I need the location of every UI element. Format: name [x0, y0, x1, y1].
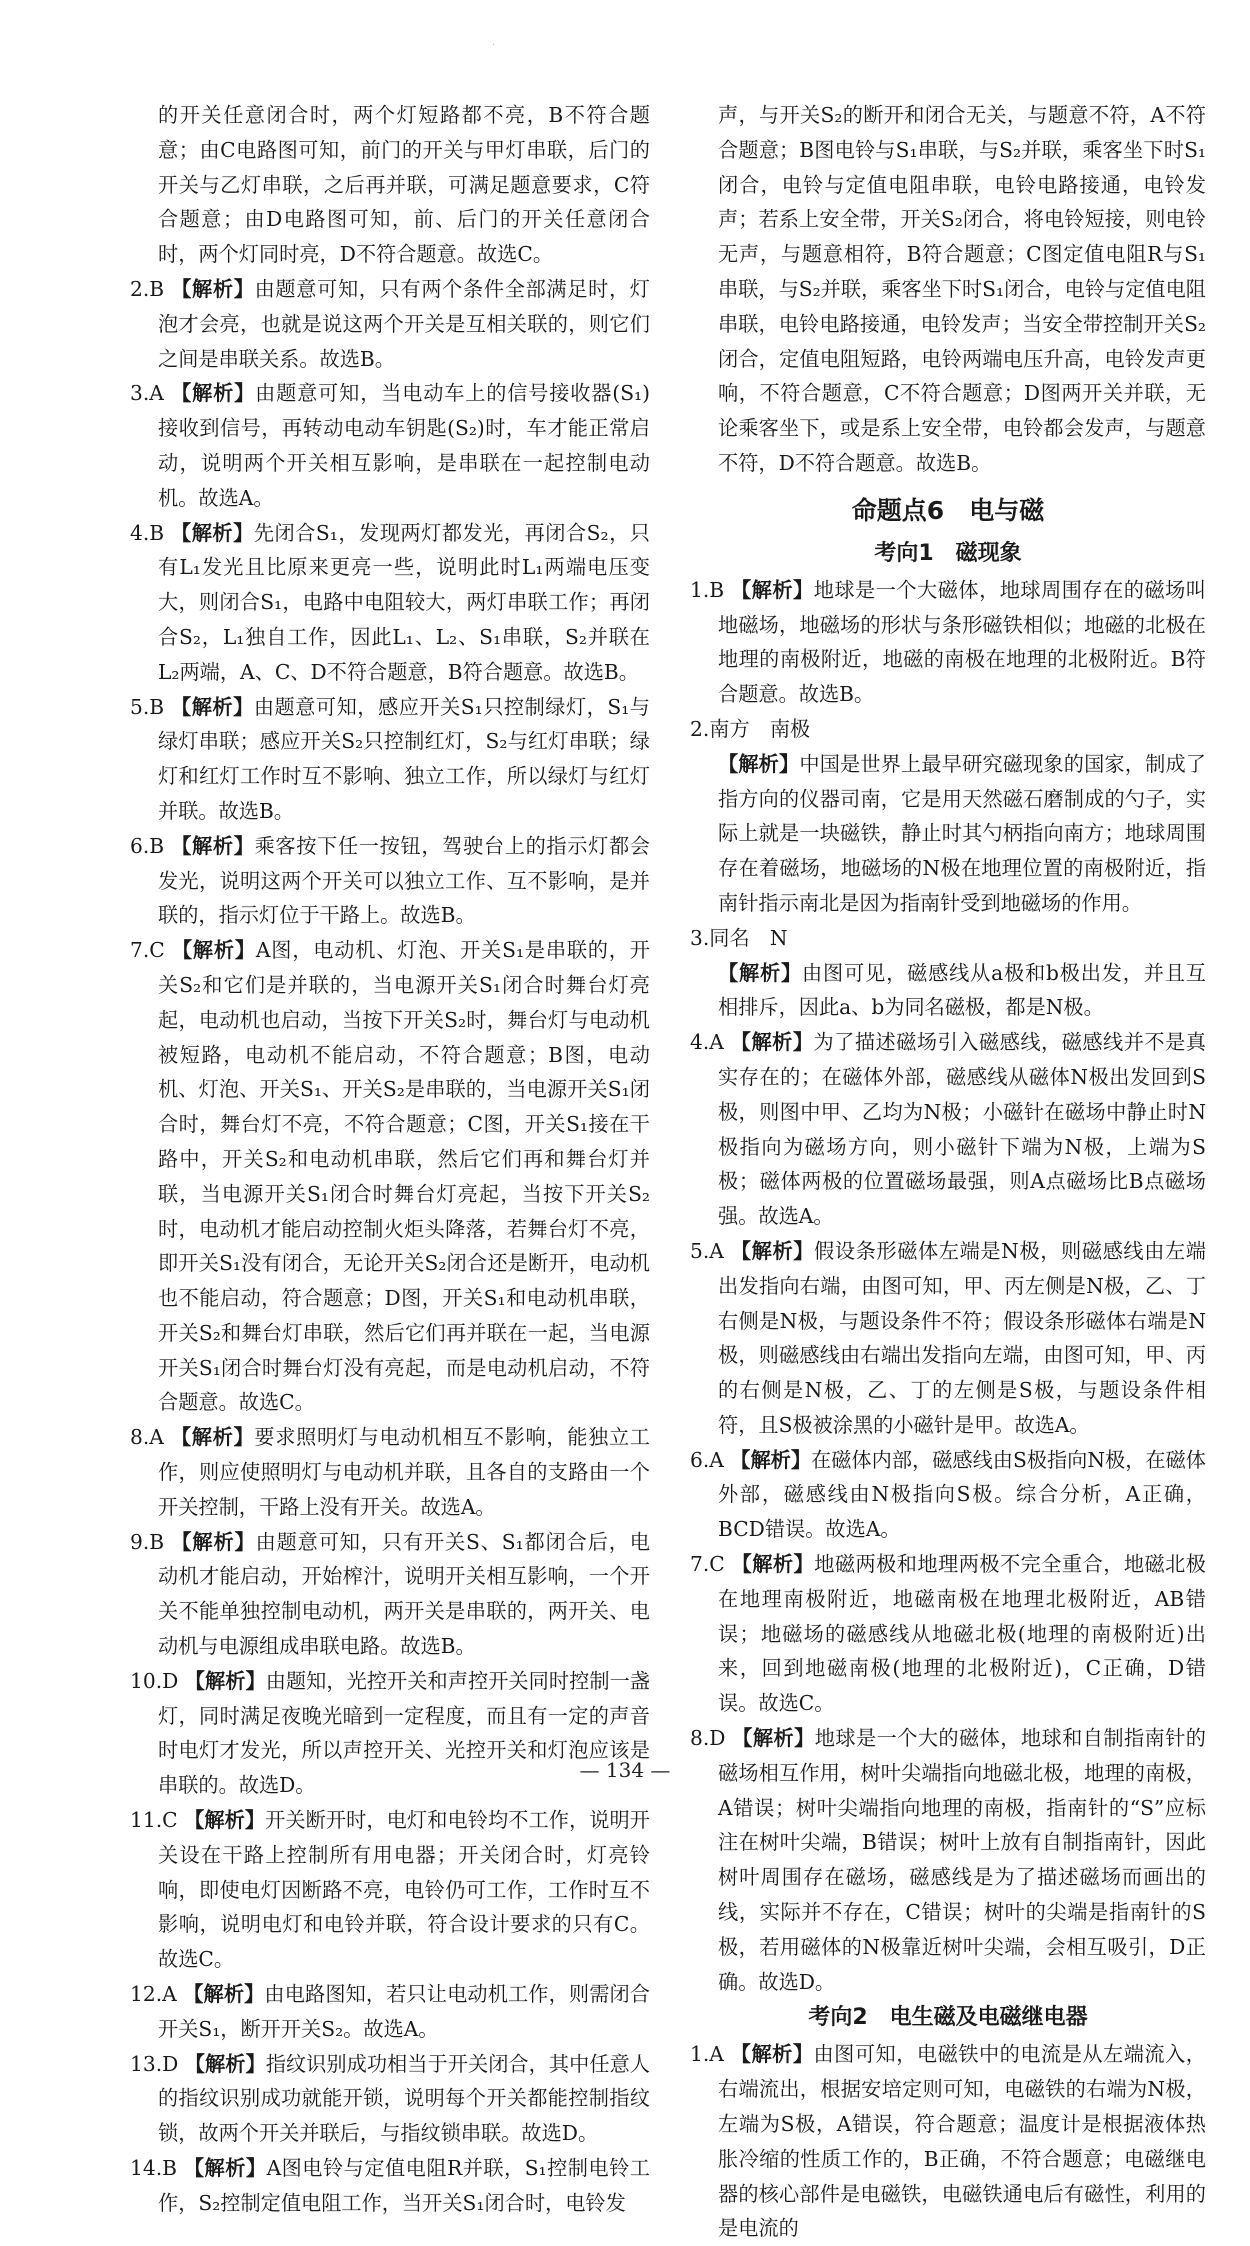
answer-number: 10.D	[130, 1668, 179, 1693]
answer-number: 13.D	[130, 2051, 179, 2076]
answer-text: 地球是一个大的磁体，地球和自制指南针的磁场相互作用，树叶尖端指向地磁北极，地理的南极，A错误；树叶尖端指向地理的南极，指南针的“S”应标注在树叶尖端，B错误；树叶上放有自制指南针，因此树叶周围存在磁场，磁感线是为了描述磁场而画出的线，实际并不存在，C错误；树叶的尖端是指南针的S极，若用磁体的N极靠近树叶尖端，会相互吸引，D正确。故选D。	[718, 1726, 1206, 1994]
answer-item	[690, 921, 1206, 956]
analysis-tag: 【解析】	[184, 1808, 266, 1833]
answer-text: 指纹识别成功相当于开关闭合，其中任意人的指纹识别成功就能开锁，说明每个开关都能控制指纹锁，故两个开关并联后，与指纹锁串联。故选D。	[158, 2051, 650, 2146]
answer-number: 6.A	[690, 1447, 724, 1472]
answer-text: 地磁两极和地理两极不完全重合，地磁北极在地理南极附近，地磁南极在地理北极附近，AB错误；地磁场的磁感线从地磁北极(地理的南极附近)出来，回到地磁南极(地理的北极附近)，C正确，D错误。故选C。	[718, 1552, 1206, 1716]
answer-item	[130, 1420, 650, 1524]
answer-text: A图，电动机、灯泡、开关S₁是串联的，开关S₂和它们是并联的，当电源开关S₁闭合时舞台灯亮起，电动机也启动，当按下开关S₂时，舞台灯与电动机被短路，电动机不能启动，不符合题意；B图，电动机、灯泡、开关S₁、开关S₂是串联的，当电源开关S₁闭合时，舞台灯不亮，不符合题意；C图，开关S₁接在干路中，开关S₂和电动机串联，然后它们再和舞台灯并联，当电源开关S₁闭合时舞台灯亮起，当按下开关S₂时，电动机才能启动控制火炬头降落，若舞台灯不亮，即开关S₁没有闭合，无论开关S₂闭合还是断开，电动机也不能启动，符合题意；D图，开关S₁和电动机串联，开关S₂和舞台灯串联，然后它们再并联在一起，当电源开关S₁闭合时舞台灯没有亮起，而是电动机启动，不符合题意。故选C。	[158, 938, 650, 1415]
answer-item	[130, 1664, 650, 1803]
answer-text: 地球是一个大磁体，地球周围存在的磁场叫地磁场，地磁场的形状与条形磁铁相似；地磁的北极在地理的南极附近，地磁的南极在地理的北极附近。B符合题意。故选B。	[718, 577, 1206, 707]
answer-number: 3.同名 N	[690, 925, 788, 950]
analysis-tag: 【解析】	[184, 1668, 266, 1693]
right-answer-list-2	[690, 2037, 1206, 2246]
answer-number: 7.C	[690, 1552, 725, 1577]
answer-number: 4.A	[690, 1030, 724, 1055]
answer-number: 1.B	[690, 577, 725, 602]
analysis-tag: 【解析】	[171, 520, 254, 545]
answer-item	[130, 2047, 650, 2151]
analysis-tag: 【解析】	[730, 1238, 815, 1263]
answer-text: 假设条形磁体左端是N极，则磁感线由左端出发指向右端，由图可知，甲、丙左侧是N极，乙、丁右侧是N极，与题设条件不符；假设条形磁体右端是N极，则磁感线由右端出发指向左端，由图可知，甲、丙的右侧是N极，乙、丁的左侧是S极，与题设条件相符，且S极被涂黑的小磁针是甲。故选A。	[718, 1238, 1206, 1437]
answer-item	[130, 1803, 650, 1977]
answer-number: 9.B	[130, 1529, 165, 1554]
answer-item	[130, 272, 650, 376]
answer-number: 8.A	[130, 1425, 164, 1450]
answer-item	[130, 933, 650, 1420]
analysis-tag: 【解析】	[730, 1030, 814, 1055]
analysis-tag: 【解析】	[183, 2156, 267, 2181]
section-title: 命题点6 电与磁	[851, 495, 1045, 525]
right-column	[690, 98, 1206, 2246]
answer-text: 由图可知，电磁铁中的电流是从左端流入，右端流出，根据安培定则可知，电磁铁的右端为N极，左端为S极，A错误，符合题意；温度计是根据液体热胀冷缩的性质工作的，B正确，不符合题意；电磁继电器的核心部件是电磁铁，电磁铁通电后有磁性，利用的是电流的	[718, 2042, 1206, 2241]
analysis-tag: 【解析】	[718, 960, 803, 985]
answer-item	[690, 1234, 1206, 1443]
analysis-tag: 【解析】	[718, 751, 800, 776]
answer-number: 2.B	[130, 276, 165, 301]
answer-text: 由图可见，磁感线从a极和b极出发，并且互相排斥，因此a、b为同名磁极，都是N极。	[718, 960, 1206, 1020]
answer-text: 为了描述磁场引入磁感线，磁感线并不是真实存在的；在磁体外部，磁感线从磁体N极出发回到S极，则图中甲、乙均为N极；小磁针在磁场中静止时N极指向为磁场方向，则小磁针下端为N极，上端为S极；磁体两极的位置磁场最强，则A点磁场比B点磁场强。故选A。	[718, 1030, 1206, 1229]
answer-item	[130, 829, 650, 933]
answer-text: 由题意可知，当电动车上的信号接收器(S₁)接收到信号，再转动电动车钥匙(S₂)时，车才能正常启动，说明两个开关相互影响，是串联在一起控制电动机。故选A。	[158, 381, 650, 510]
analysis-tag: 【解析】	[731, 577, 814, 602]
answer-item	[690, 1443, 1206, 1547]
answer-item	[130, 2151, 650, 2221]
answer-item	[130, 1525, 650, 1664]
answer-text: 由题意可知，感应开关S₁只控制绿灯，S₁与绿灯串联；感应开关S₂只控制红灯，S₂与红灯串联；绿灯和红灯工作时互不影响、独立工作，所以绿灯与红灯并联。故选B。	[158, 694, 650, 823]
answer-text: 由题意可知，只有开关S、S₁都闭合后，电动机才能启动，开始榨汁，说明开关相互影响，一个开关不能单独控制电动机，两开关是串联的，两开关、电动机与电源组成串联电路。故选B。	[158, 1529, 650, 1659]
top-mark: ·	[492, 40, 496, 51]
answer-text: 由题知，光控开关和声控开关同时控制一盏灯，同时满足夜晚光暗到一定程度，而且有一定的声音时电灯才发光，所以声控开关、光控开关和灯泡应该是串联的。故选D。	[158, 1668, 650, 1798]
answer-number: 11.C	[130, 1808, 178, 1833]
analysis-tag: 【解析】	[730, 1447, 812, 1472]
answer-item	[690, 573, 1206, 712]
answer-number: 6.B	[130, 833, 165, 858]
left-column	[130, 98, 650, 2221]
answer-text: 要求照明灯与电动机相互不影响，能独立工作，则应使照明灯与电动机并联，且各自的支路由一个开关控制，干路上没有开关。故选A。	[158, 1425, 650, 1519]
analysis-tag: 【解析】	[171, 833, 255, 858]
subsection-title-1: 考向1 磁现象	[874, 540, 1022, 566]
subsection-title-2: 考向2 电生磁及电磁继电器	[808, 2005, 1088, 2031]
answer-item	[690, 956, 1206, 1026]
right-answer-list-1	[690, 573, 1206, 2000]
answer-text: 由电路图知，若只让电动机工作，则需闭合开关S₁，断开开关S₂。故选A。	[158, 1982, 650, 2041]
answer-number: 8.D	[690, 1726, 726, 1751]
answer-item	[130, 516, 650, 690]
answer-item	[690, 2037, 1206, 2246]
answer-number: 12.A	[130, 1982, 177, 2007]
answer-number: 2.南方 南极	[690, 716, 811, 741]
answer-text: 开关断开时，电灯和电铃均不工作，说明开关设在干路上控制所有用电器；开关闭合时，灯亮铃响，即使电灯因断路不亮，电铃仍可工作，工作时互不影响，说明电灯和电铃并联，符合设计要求的只有C。故选C。	[158, 1808, 650, 1972]
left-answer-list	[130, 272, 650, 2221]
answer-item	[130, 690, 650, 829]
analysis-tag: 【解析】	[732, 1726, 815, 1751]
answer-text: 中国是世界上最早研究磁现象的国家，制成了指方向的仪器司南，它是用天然磁石磨制成的勺子，实际上就是一块磁铁，静止时其勺柄指向南方；地球周围存在着磁场，地磁场的N极在地理位置的南极附近，指南针指示南北是因为指南针受到地磁场的作用。	[718, 751, 1206, 915]
analysis-tag: 【解析】	[184, 2051, 266, 2076]
answer-item	[690, 712, 1206, 747]
answer-number: 5.B	[130, 694, 165, 719]
analysis-tag: 【解析】	[731, 1552, 815, 1577]
answer-number: 7.C	[130, 938, 165, 963]
answer-item	[690, 747, 1206, 921]
analysis-tag: 【解析】	[171, 938, 256, 963]
analysis-tag: 【解析】	[171, 694, 254, 719]
analysis-tag: 【解析】	[183, 1982, 265, 2007]
page-number: — 134 —	[579, 1758, 671, 1782]
analysis-tag: 【解析】	[170, 1425, 255, 1450]
answer-number: 14.B	[130, 2156, 177, 2181]
left-intro: 的开关任意闭合时，两个灯短路都不亮，B不符合题意；由C电路图可知，前门的开关与甲灯串联，后门的开关与乙灯串联，之后再并联，可满足题意要求，C符合题意；由D电路图可知，前、后门的开关任意闭合时，两个灯同时亮，D不符合题意。故选C。	[158, 103, 650, 267]
answer-text: A图电铃与定值电阻R并联，S₁控制电铃工作，S₂控制定值电阻工作，当开关S₁闭合时，电铃发	[158, 2156, 650, 2215]
answer-item	[690, 1547, 1206, 1721]
right-continuation: 声，与开关S₂的断开和闭合无关，与题意不符，A不符合题意；B图电铃与S₁串联，与S₂并联，乘客坐下时S₁闭合，电铃与定值电阻串联，电铃电路接通，电铃发声；若系上安全带，开关S₂闭合，将电铃短接，则电铃无声，与题意相符，B符合题意；C图定值电阻R与S₁串联，与S₂并联，乘客坐下时S₁闭合，电铃与定值电阻串联，电铃电路接通，电铃发声；当安全带控制开关S₂闭合，定值电阻短路，电铃两端电压升高，电铃发声更响，不符合题意，C不符合题意；D图两开关并联，无论乘客坐下，或是系上安全带，电铃都会发声，与题意不符，D不符合题意。故选B。	[718, 103, 1206, 475]
answer-number: 1.A	[690, 2042, 724, 2067]
answer-number: 5.A	[690, 1238, 724, 1263]
answer-item	[130, 376, 650, 515]
analysis-tag: 【解析】	[171, 276, 255, 301]
answer-text: 乘客按下任一按钮，驾驶台上的指示灯都会发光，说明这两个开关可以独立工作、互不影响，是并联的，指示灯位于干路上。故选B。	[158, 833, 650, 928]
answer-item	[130, 1977, 650, 2047]
answer-item	[690, 1025, 1206, 1234]
answer-text: 由题意可知，只有两个条件全部满足时，灯泡才会亮，也就是说这两个开关是互相关联的，则它们之间是串联关系。故选B。	[158, 276, 650, 371]
answer-number: 4.B	[130, 520, 165, 545]
analysis-tag: 【解析】	[171, 381, 256, 406]
answer-text: 先闭合S₁，发现两灯都发光，再闭合S₂，只有L₁发光且比原来更亮一些，说明此时L₁两端电压变大，则闭合S₁，电路中电阻较大，两灯串联工作；再闭合S₂，L₁独自工作，因此L₁、L₂、S₁串联，S₂并联在L₂两端，A、C、D不符合题意，B符合题意。故选B。	[158, 520, 650, 684]
analysis-tag: 【解析】	[730, 2042, 814, 2067]
answer-text: 在磁体内部，磁感线由S极指向N极，在磁体外部，磁感线由N极指向S极。综合分析，A正确，BCD错误。故选A。	[718, 1447, 1206, 1542]
answer-number: 3.A	[130, 381, 164, 406]
analysis-tag: 【解析】	[171, 1529, 256, 1554]
